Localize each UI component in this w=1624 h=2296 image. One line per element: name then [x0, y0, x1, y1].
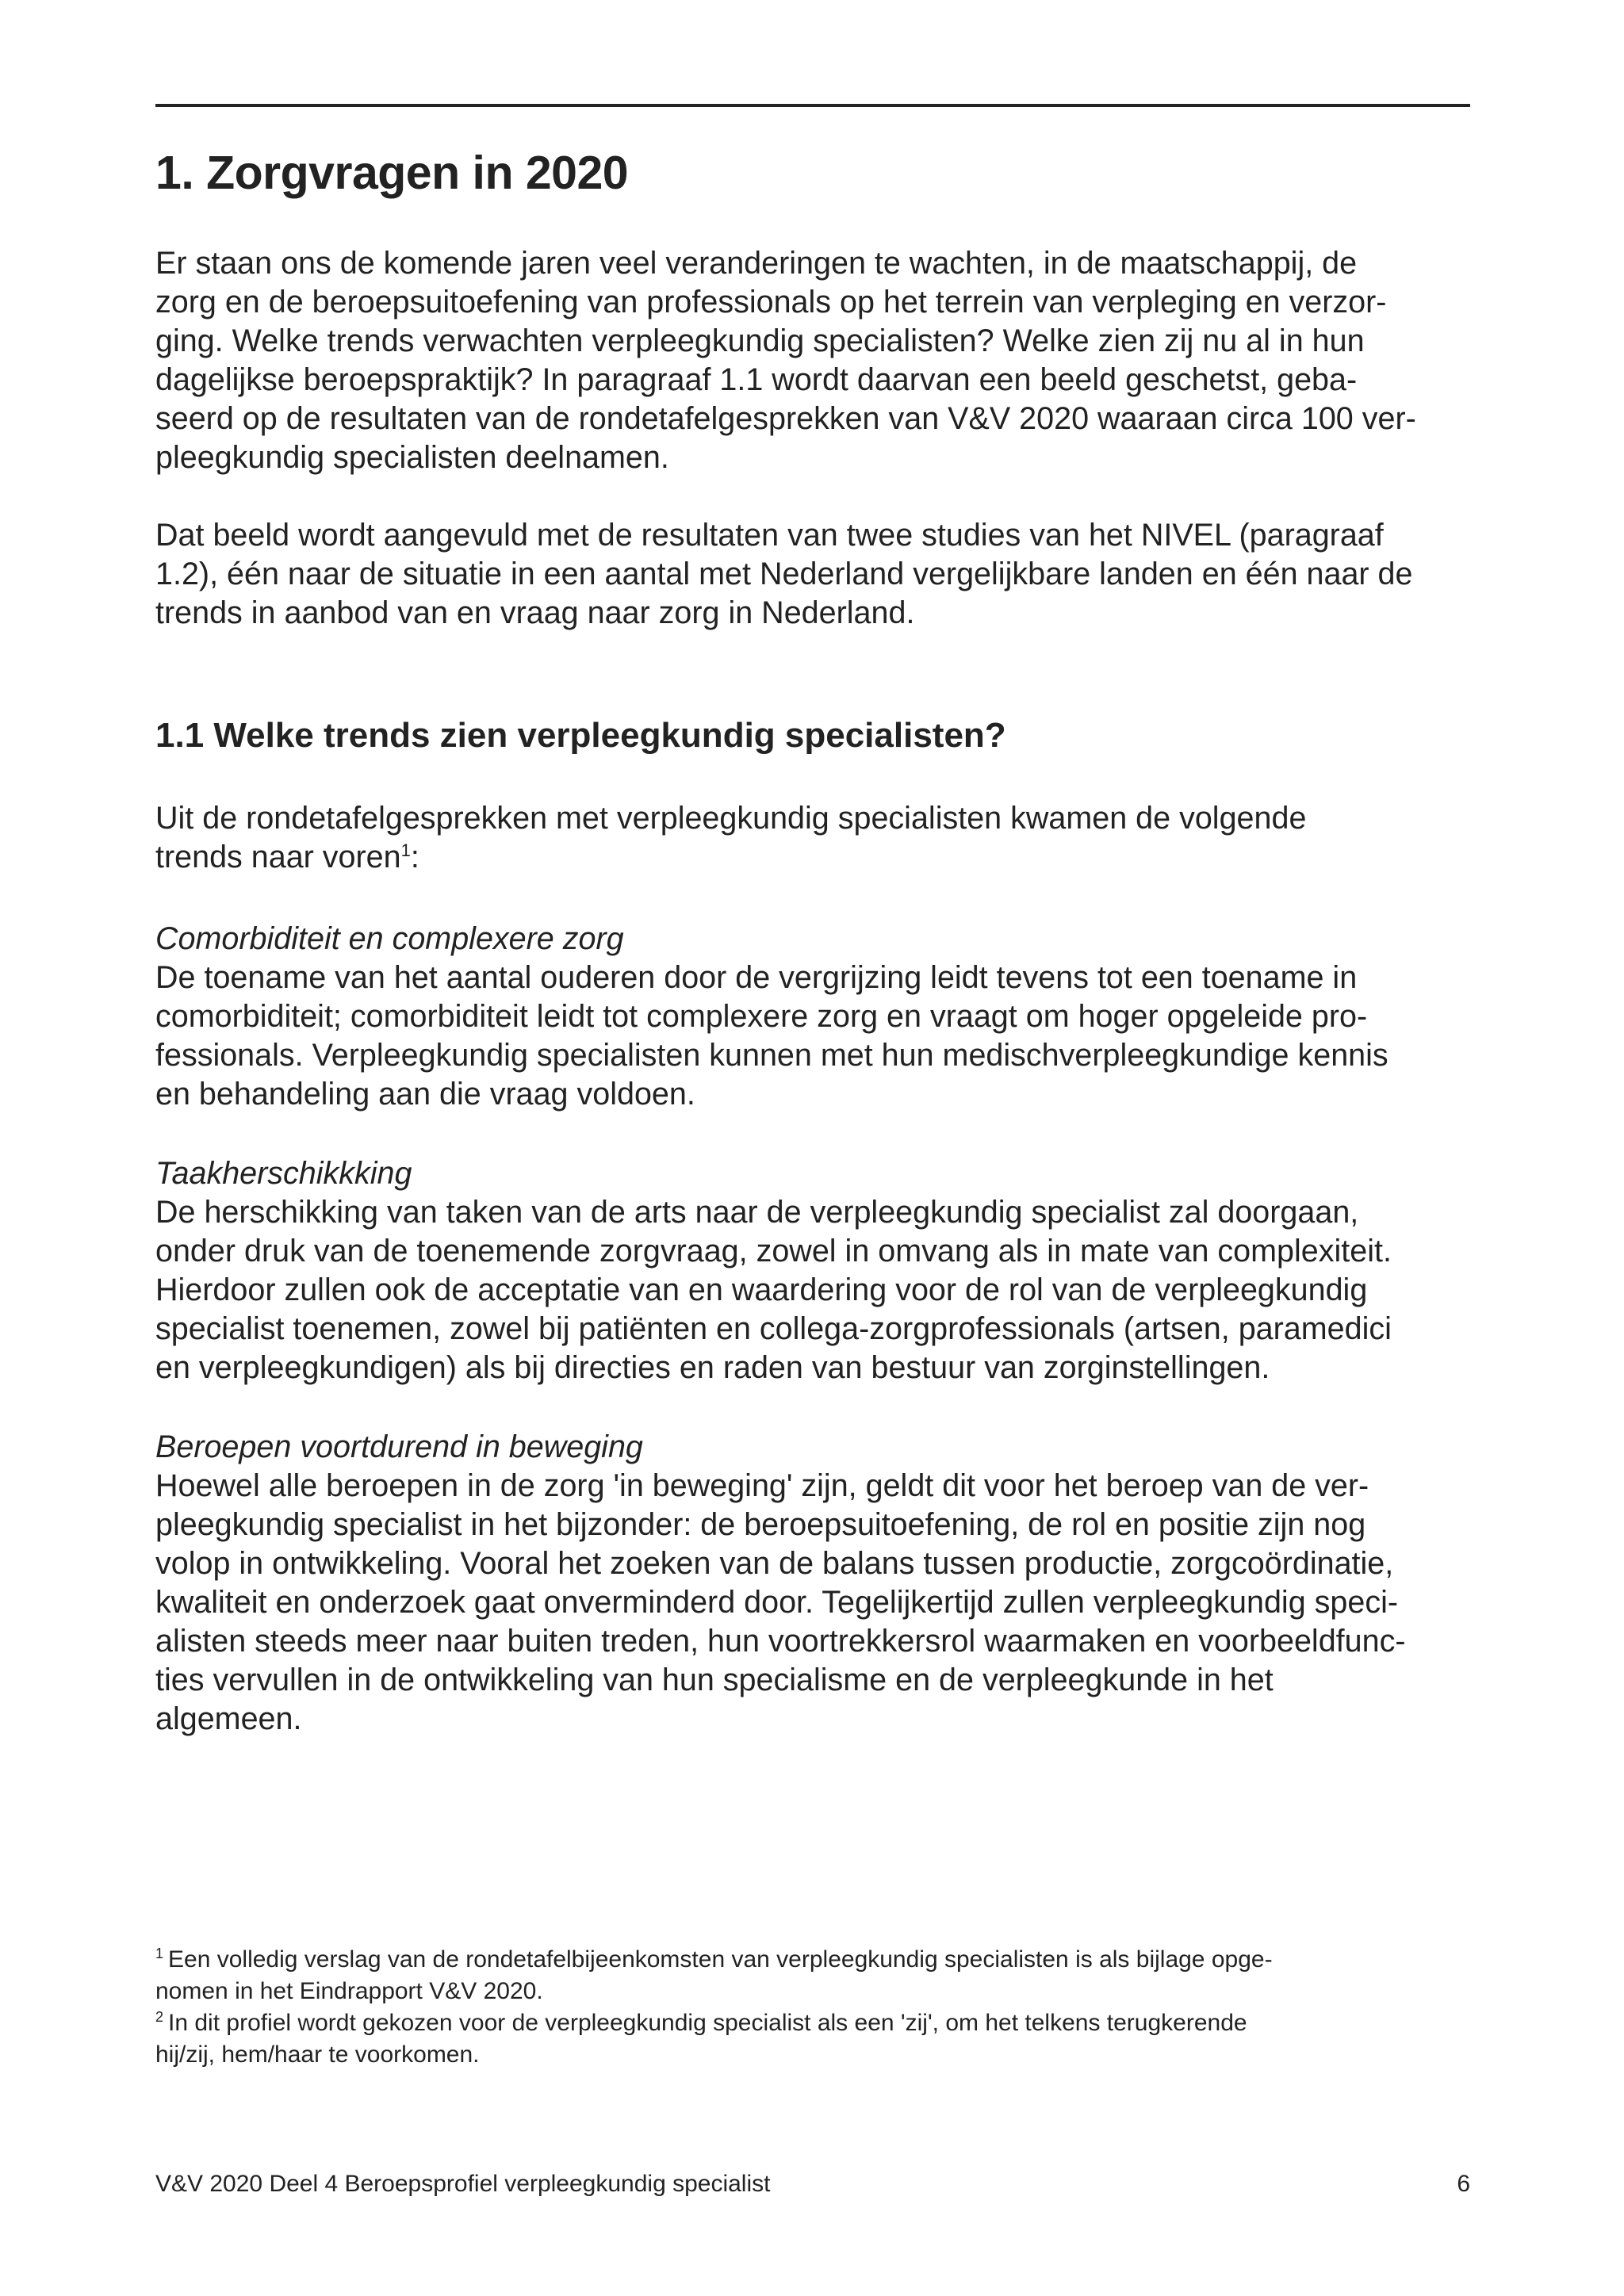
footnote-text: In dit profiel wordt gekozen voor de verpleegkundig specialist als een 'zij', om het telkens terugkerende hij/zij, hem/haar te voorkomen.	[155, 2010, 1247, 2068]
trend-title: Comorbiditeit en complexere zorg	[155, 921, 624, 956]
footer-title: V&V 2020 Deel 4 Beroepsprofiel verpleegkundig specialist	[155, 2171, 771, 2197]
footnote-item	[155, 2007, 1480, 2071]
intro-paragraph-1: Er staan ons de komende jaren veel veranderingen te wachten, in de maatschappij, de zorg en de beroepsuitoefening van professionals op het terrein van verpleging en verzor- ging. Welke trends verwachten verpleegkundig specialisten? Welke zien zij nu al in hun dagelijkse beroepspraktijk? In paragraaf 1.1 wordt daarvan een beeld geschetst, geba- seerd op de resultaten van de rondetafelgesprekken van V&V 2020 waaraan circa 100 ver- pleegkundig specialisten deelnamen.	[155, 246, 1416, 475]
footnote-item	[155, 1944, 1480, 2007]
footnotes	[155, 1944, 1480, 2071]
chapter-title: 1. Zorgvragen in 2020	[155, 147, 629, 199]
section-lead-paragraph	[155, 799, 1480, 877]
trend-item	[155, 1428, 1480, 1739]
trend-item	[155, 1154, 1480, 1387]
top-divider	[155, 104, 1470, 107]
section-heading: 1.1 Welke trends zien verpleegkundig specialisten?	[155, 716, 1006, 755]
document-page	[155, 0, 1470, 2296]
page-footer	[155, 2168, 1470, 2200]
trend-title: Taakherschikkking	[155, 1156, 412, 1191]
footnote-text: Een volledig verslag van de rondetafelbijeenkomsten van verpleegkundig specialisten is als bijlage opge- nomen in het Eindrapport V&V 2020.	[155, 1946, 1273, 2004]
page-number: 6	[1457, 2171, 1470, 2197]
section-lead-end: :	[410, 840, 419, 874]
footnote-reference: 1	[400, 840, 411, 860]
intro-paragraph-2: Dat beeld wordt aangevuld met de resultaten van twee studies van het NIVEL (paragraaf 1.2), één naar de situatie in een aantal met Nederland vergelijkbare landen en één naar de trends in aanbod van en vraag naar zorg in Nederland.	[155, 518, 1413, 630]
trend-body: De herschikking van taken van de arts naar de verpleegkundig specialist zal doorgaan, onder druk van de toenemende zorgvraag, zowel in omvang als in mate van complexiteit. Hierdoor zullen ook de acceptatie van en waardering voor de rol van de verpleegkundig specialist toenemen, zowel bij patiënten en collega-zorgprofessionals (artsen, paramedici en verpleegkundigen) als bij directies en raden van bestuur van zorginstellingen.	[155, 1195, 1392, 1385]
trend-item	[155, 920, 1480, 1114]
footnote-mark: 1	[155, 1946, 164, 1961]
trend-body: Hoewel alle beroepen in de zorg 'in beweging' zijn, geldt dit voor het beroep van de ver- pleegkundig specialist in het bijzonder: de beroepsuitoefening, de rol en positie zijn nog volop in ontwikkeling. Vooral het zoeken van de balans tussen productie, zorgcoördinatie, kwaliteit en onderzoek gaat onverminderd door. Tegelijkertijd zullen verpleegkundig speci- alisten steeds meer naar buiten treden, hun voortrekkersrol waarmaken en voorbeeldfunc- ties vervullen in de ontwikkeling van hun specialisme en de verpleegkunde in het algemeen.	[155, 1468, 1406, 1736]
trend-body: De toename van het aantal ouderen door de vergrijzing leidt tevens tot een toename in comorbiditeit; comorbiditeit leidt tot complexere zorg en vraagt om hoger opgeleide pro- fessionals. Verpleegkundig specialisten kunnen met hun medischverpleegkundige kennis en behandeling aan die vraag voldoen.	[155, 960, 1388, 1112]
section-lead-text: Uit de rondetafelgesprekken met verpleegkundig specialisten kwamen de volgende trends naar voren	[155, 801, 1307, 874]
footnote-mark: 2	[155, 2009, 164, 2025]
trend-title: Beroepen voortdurend in beweging	[155, 1429, 643, 1464]
